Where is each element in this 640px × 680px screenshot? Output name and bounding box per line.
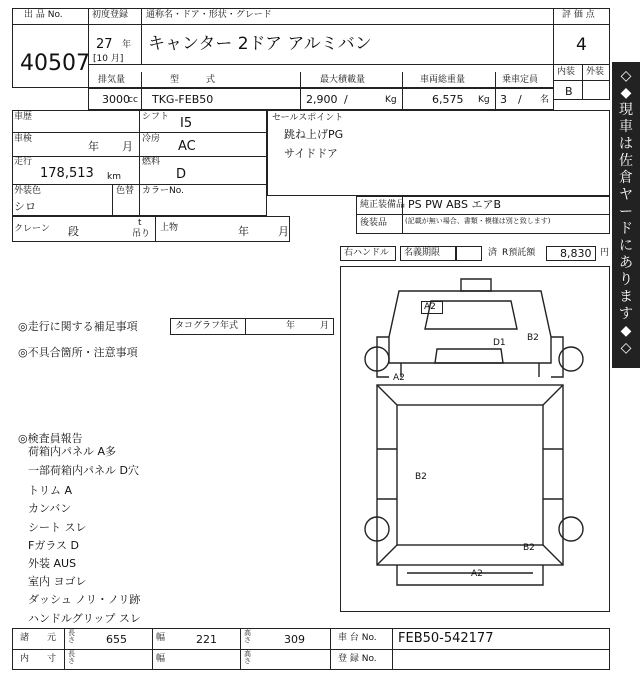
- mileage-label: 走行: [14, 157, 33, 167]
- color-value: シロ: [14, 200, 36, 213]
- gross-weight-value: 6,575: [432, 93, 464, 106]
- crane-hang: 吊り: [132, 229, 151, 239]
- inspection-month: 月: [122, 140, 133, 153]
- ac-label: 冷房: [142, 134, 161, 144]
- mark-b2-center: B2: [415, 472, 427, 482]
- sales-line-1: 跳ね上げPG: [284, 128, 344, 141]
- score-value: 4: [576, 35, 587, 55]
- inspection-year: 年: [88, 140, 99, 153]
- inspector-line-5: シート スレ: [28, 521, 87, 534]
- capacity-value: 3: [500, 93, 507, 106]
- inspector-line-2: 一部荷箱内パネル D穴: [28, 464, 139, 477]
- shift-value: I5: [180, 116, 193, 131]
- tachograph-label: タコグラフ年式: [175, 321, 239, 331]
- inner-length-label: 長さ: [68, 650, 75, 665]
- height-value: 309: [284, 633, 305, 646]
- inspector-line-6: Fガラス D: [28, 539, 79, 552]
- inspector-line-7: 外装 AUS: [28, 557, 77, 570]
- crane-label: クレーン: [14, 224, 50, 234]
- equipment-label: 純正装備品: [360, 200, 406, 210]
- aftermarket-note: (記載が無い場合、書類・模様は別と致します): [405, 217, 551, 225]
- loading-year: 年: [238, 225, 249, 238]
- tachograph-month: 月: [320, 321, 330, 331]
- fuel-value: D: [176, 167, 187, 182]
- loading-label: 上物: [160, 223, 179, 233]
- crane-stage: 段: [68, 225, 79, 238]
- tachograph-year: 年: [286, 321, 296, 331]
- chassis-label: 車 台 No.: [338, 633, 377, 643]
- fuel-label: 燃料: [142, 157, 161, 167]
- lot-box: [12, 8, 89, 88]
- mileage-unit: km: [107, 172, 121, 182]
- inspection-label: 車検: [14, 134, 33, 144]
- width-value: 221: [196, 633, 217, 646]
- mark-a2-rear: A2: [471, 569, 483, 579]
- crane-ton: t: [138, 218, 142, 228]
- color-change-label: 色替: [116, 186, 135, 196]
- inspector-label: ◎検査員報告: [18, 432, 83, 445]
- lot-number: 40507: [20, 51, 90, 76]
- reg-year-unit: 年: [122, 40, 132, 50]
- recycle-label: 済: [488, 248, 498, 258]
- inner-height-label: 高さ: [244, 650, 251, 665]
- displacement-unit: cc: [128, 95, 138, 105]
- max-load-value: 2,900: [306, 93, 338, 106]
- mark-d1: D1: [493, 338, 506, 348]
- shift-label: シフト: [142, 112, 170, 122]
- equipment-value: PS PW ABS エアB: [408, 198, 502, 211]
- history-label: 車歴: [14, 112, 33, 122]
- sales-label: セールスポイント: [272, 113, 344, 123]
- side-banner: ◇ ◆ 現 車 は 佐 倉 ヤ ー ド に あ り ま す ◆ ◇: [612, 62, 640, 368]
- reg-label: 初度登録: [92, 10, 129, 20]
- height-label: 高さ: [244, 629, 251, 644]
- lot-label: 出 品 No.: [24, 10, 63, 20]
- capacity-slash: /: [518, 93, 522, 106]
- max-load-slash: /: [344, 93, 348, 106]
- sales-line-2: サイドドア: [284, 147, 338, 160]
- car-name: キャンター 2ドア アルミバン: [148, 34, 372, 54]
- defects-label: ◎不具合箇所・注意事項: [18, 346, 138, 359]
- reg-month: [10 月]: [93, 54, 124, 64]
- score-label: 評 価 点: [562, 10, 595, 20]
- displacement-value: 3000: [102, 93, 130, 106]
- name-change-label: 名義期限: [404, 248, 441, 258]
- mark-b2-bottom: B2: [523, 543, 535, 553]
- color-no-label: カラーNo.: [142, 186, 184, 196]
- ac-value: AC: [178, 139, 196, 154]
- inspector-line-3: トリム A: [28, 484, 73, 497]
- aftermarket-label: 後装品: [360, 218, 388, 228]
- interior-label: 内装: [557, 67, 576, 77]
- right-handle: 右ハンドル: [344, 248, 390, 258]
- exterior-label: 外装: [586, 67, 605, 77]
- truck-outline: [341, 267, 611, 613]
- mark-a2-left: A2: [393, 373, 405, 383]
- max-load-header: 最大積載量: [320, 75, 366, 85]
- mark-a2-top: A2: [424, 302, 436, 312]
- max-load-unit: Kg: [385, 95, 397, 105]
- width-label: 幅: [156, 633, 166, 643]
- chassis-value: FEB50-542177: [398, 631, 494, 646]
- damage-diagram: [340, 266, 610, 612]
- color-label: 外装色: [14, 186, 42, 196]
- inner-width-label: 幅: [156, 654, 166, 664]
- inspector-line-4: カンバン: [28, 502, 72, 515]
- mileage-proof-unit: 円: [600, 248, 610, 258]
- capacity-header: 乗車定員: [502, 75, 539, 85]
- gross-weight-header: 車両総重量: [420, 75, 466, 85]
- inspector-line-8: 室内 ヨゴレ: [28, 575, 87, 588]
- displacement-header: 排気量: [98, 75, 126, 85]
- inner-size-label: 内 寸: [20, 654, 57, 664]
- gross-weight-unit: Kg: [478, 95, 490, 105]
- inspector-line-9: ダッシュ ノリ・ノリ跡: [28, 593, 141, 606]
- inspector-line-1: 荷箱内パネル A多: [28, 445, 117, 458]
- capacity-unit: 名: [540, 95, 550, 105]
- inspector-line-10: ハンドルグリップ スレ: [28, 612, 141, 625]
- mileage-proof-label: R預託額: [502, 248, 536, 258]
- mileage-proof-value: 8,830: [560, 247, 592, 260]
- reg-no-label: 登 録 No.: [338, 654, 377, 664]
- length-label: 長さ: [68, 629, 75, 644]
- name-label: 通称名・ドア・形状・グレード: [146, 10, 272, 20]
- mark-b2-top: B2: [527, 333, 539, 343]
- length-value: 655: [106, 633, 127, 646]
- reg-year: 27: [96, 37, 113, 52]
- interior-grade: B: [565, 85, 573, 98]
- loading-month: 月: [278, 225, 289, 238]
- mileage-value: 178,513: [40, 166, 94, 181]
- size-label: 諸 元: [20, 633, 57, 643]
- running-notes-label: ◎走行に関する補足事項: [18, 320, 138, 333]
- model-header: 型 式: [170, 75, 216, 85]
- model-value: TKG-FEB50: [152, 93, 214, 106]
